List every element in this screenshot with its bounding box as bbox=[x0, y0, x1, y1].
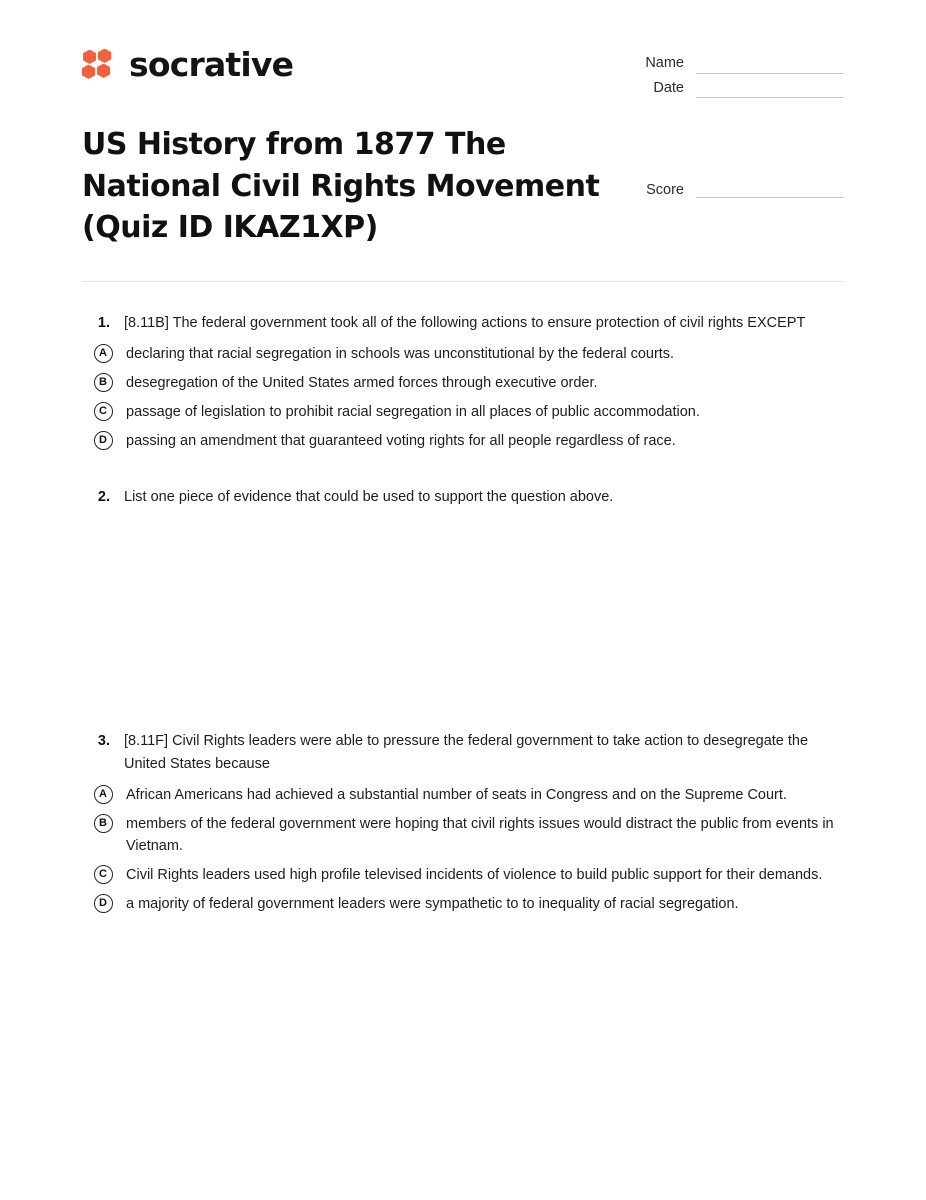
question-2 bbox=[82, 486, 844, 730]
option-text: passing an amendment that guaranteed voting rights for all people regardless of race. bbox=[126, 433, 676, 450]
name-field-label: Name bbox=[645, 55, 684, 71]
option-c[interactable] bbox=[82, 864, 844, 886]
question-prompt: [8.11B] The federal government took all of the following actions to ensure protection of civil rights EXCEPT bbox=[124, 315, 806, 332]
option-bubble-icon[interactable]: C bbox=[94, 865, 113, 884]
option-bubble-icon[interactable]: D bbox=[94, 894, 113, 913]
socrative-logo bbox=[82, 42, 294, 84]
option-bubble-icon[interactable]: A bbox=[94, 344, 113, 363]
option-a[interactable] bbox=[82, 343, 844, 365]
score-field-row bbox=[614, 124, 844, 198]
question-number: 2. bbox=[97, 489, 110, 506]
option-bubble-wrap bbox=[82, 401, 124, 421]
student-meta-fields bbox=[614, 42, 844, 98]
date-field-label: Date bbox=[653, 79, 684, 96]
option-text: passage of legislation to prohibit racial segregation in all places of public accommodation. bbox=[126, 404, 700, 421]
hex-dot bbox=[97, 64, 110, 79]
free-response-answer-area[interactable] bbox=[82, 508, 844, 730]
page-header bbox=[0, 0, 926, 98]
question-header bbox=[82, 730, 844, 774]
option-text: a majority of federal government leaders were sympathetic to to inequality of racial segregation. bbox=[126, 895, 739, 912]
hex-dot bbox=[83, 50, 96, 65]
answer-options bbox=[82, 784, 844, 915]
option-c[interactable] bbox=[82, 401, 844, 423]
option-b[interactable] bbox=[82, 813, 844, 857]
question-header bbox=[82, 312, 844, 334]
question-header bbox=[82, 486, 844, 508]
answer-options bbox=[82, 343, 844, 452]
option-text: members of the federal government were hoping that civil rights issues would distract the public from events in Vietnam. bbox=[126, 815, 834, 854]
option-d[interactable] bbox=[82, 430, 844, 452]
brand-wordmark: socrative bbox=[129, 45, 294, 84]
questions-list bbox=[0, 282, 926, 914]
option-bubble-icon[interactable]: D bbox=[94, 431, 113, 450]
question-number: 1. bbox=[97, 315, 110, 332]
question-prompt: [8.11F] Civil Rights leaders were able to pressure the federal government to take action to desegregate the United States because bbox=[124, 733, 809, 772]
page-title: US History from 1877 The National Civil Rights Movement (Quiz ID IKAZ1XP) bbox=[82, 127, 600, 245]
option-text: Civil Rights leaders used high profile televised incidents of violence to build public support for their demands. bbox=[126, 866, 823, 883]
option-a[interactable] bbox=[82, 784, 844, 806]
option-bubble-wrap bbox=[82, 343, 124, 363]
option-bubble-icon[interactable]: B bbox=[94, 373, 113, 392]
socrative-hex-dots-icon bbox=[82, 49, 116, 81]
option-text: declaring that racial segregation in schools was unconstitutional by the federal courts. bbox=[126, 346, 675, 363]
date-field-line[interactable] bbox=[696, 83, 844, 98]
option-bubble-wrap bbox=[82, 430, 124, 450]
option-text: African Americans had achieved a substantial number of seats in Congress and on the Supreme Court. bbox=[126, 786, 787, 803]
date-field-row bbox=[614, 79, 844, 99]
option-bubble-icon[interactable]: C bbox=[94, 402, 113, 421]
option-text: desegregation of the United States armed forces through executive order. bbox=[126, 375, 598, 392]
name-field-line[interactable] bbox=[696, 59, 844, 74]
title-block bbox=[0, 98, 926, 248]
option-bubble-icon[interactable]: B bbox=[94, 814, 113, 833]
question-3 bbox=[82, 730, 844, 914]
hex-dot bbox=[82, 65, 95, 80]
question-1 bbox=[82, 312, 844, 452]
option-bubble-wrap bbox=[82, 893, 124, 913]
option-bubble-wrap bbox=[82, 784, 124, 804]
name-field-row bbox=[614, 54, 844, 74]
hex-dot bbox=[98, 49, 111, 64]
question-prompt: List one piece of evidence that could be used to support the question above. bbox=[124, 489, 614, 506]
score-field-label: Score bbox=[646, 182, 684, 199]
option-bubble-wrap bbox=[82, 372, 124, 392]
score-field-line[interactable] bbox=[696, 183, 844, 198]
option-b[interactable] bbox=[82, 372, 844, 394]
question-number: 3. bbox=[97, 733, 110, 750]
option-bubble-icon[interactable]: A bbox=[94, 785, 113, 804]
option-bubble-wrap bbox=[82, 864, 124, 884]
option-bubble-wrap bbox=[82, 813, 124, 833]
option-d[interactable] bbox=[82, 893, 844, 915]
